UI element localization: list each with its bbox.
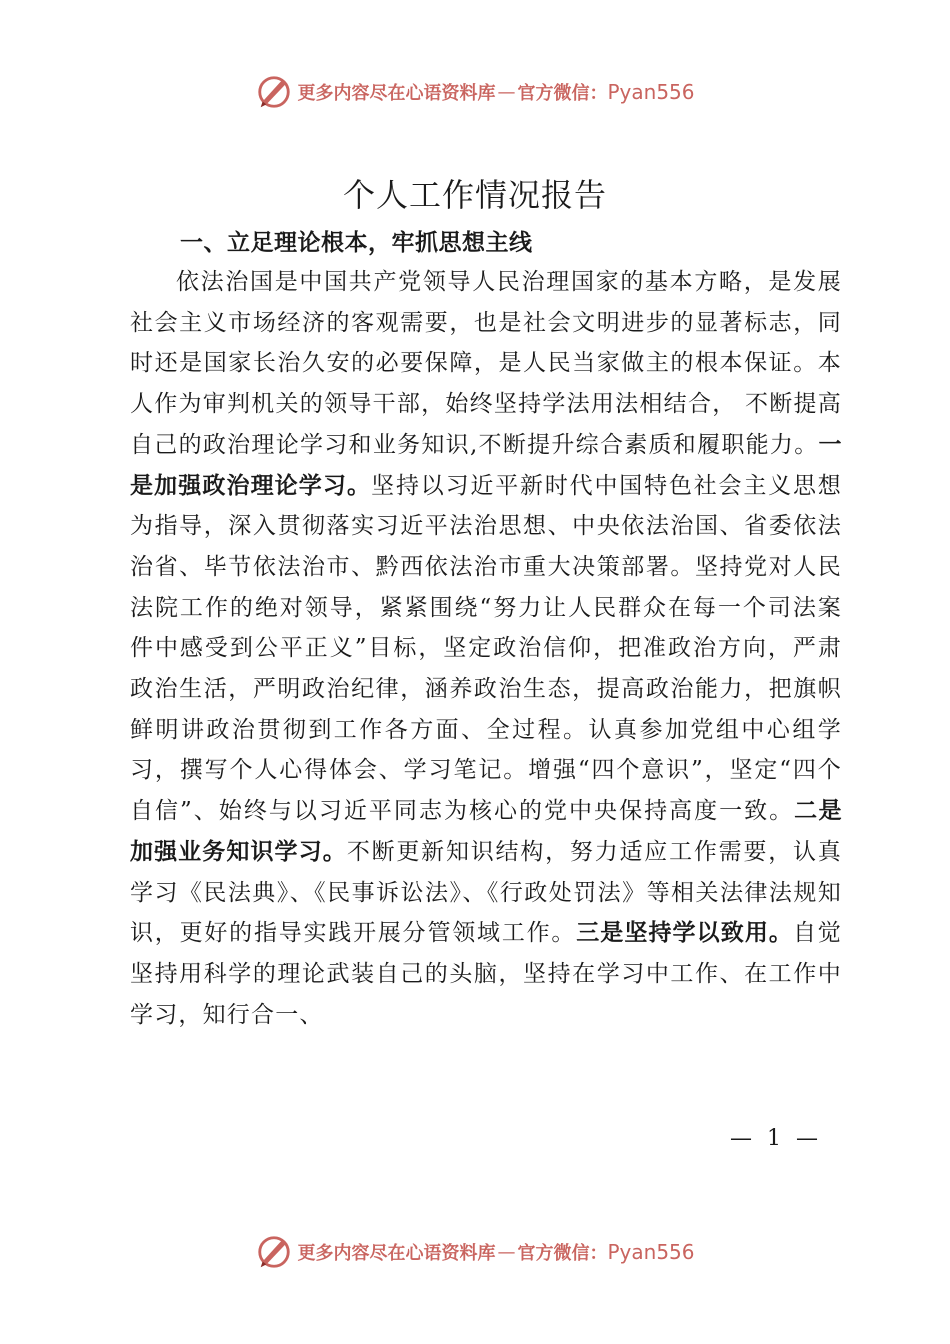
watermark-separator: — <box>497 1241 516 1263</box>
pen-logo-icon <box>255 73 293 111</box>
watermark-separator: — <box>497 81 516 103</box>
watermark-id: Pyan556 <box>607 80 695 104</box>
bold-point-3: 三是坚持学以致用。 <box>576 920 794 947</box>
watermark-header <box>0 72 950 112</box>
page-number: — 1 — <box>730 1126 822 1151</box>
paragraph-text-4: 自觉坚持用科学的理论武装自己的头脑，坚持在学习中工作、在工作中学习，知行合一、 <box>130 920 843 1028</box>
watermark-text: 更多内容尽在心语资料库 <box>297 1243 496 1264</box>
watermark-text: 更多内容尽在心语资料库 <box>297 83 496 104</box>
document-title: 个人工作情况报告 <box>342 176 607 214</box>
paragraph-text-2: 坚持以习近平新时代中国特色社会主义思想为指导，深入贯彻落实习近平法治思想、中央依法治国、省委依法治省、毕节依法治市、黔西依法治市重大决策部署。坚持党对人民法院工作的绝对领导，紧紧围绕“努力让人民群众在每一个司法案件中感受到公平正义”目标，坚定政治信仰，把准政治方向，严肃政治生活，严明政治纪律，涵养政治生态，提高政治能力，把旗帜鲜明讲政治贯彻到工作各方面、全过程。认真参加党组中心组学习，撰写个人心得体会、学习笔记。增强“四个意识”，坚定“四个自信”、始终与以习近平同志为核心的党中央保持高度一致。 <box>130 472 842 825</box>
watermark-footer <box>0 1232 950 1272</box>
watermark-id: Pyan556 <box>607 1240 695 1264</box>
bold-point-1: 一是加强政治理论学习。 <box>130 431 842 499</box>
paragraph-text-1: 依法治国是中国共产党领导人民治理国家的基本方略，是发展社会主义市场经济的客观需要，也是社会文明进步的显著标志，同时还是国家长治久安的必要保障，是人民当家做主的根本保证。本人作为审判机关的领导干部，始终坚持学法用法相结合， 不断提高自己的政治理论学习和业务知识,不断提升综合素质和履职能力。 <box>130 269 842 458</box>
pen-logo-icon <box>255 1233 293 1271</box>
watermark-label: 官方微信： <box>517 1243 608 1264</box>
section-heading: 一、立足理论根本，牢抓思想主线 <box>180 230 533 256</box>
paragraph-text-3: 不断更新知识结构，努力适应工作需要，认真学习《民法典》、《民事诉讼法》、《行政处罚法》等相关法律法规知识，更好的指导实践开展分管领域工作。 <box>130 838 843 947</box>
bold-point-2: 二是加强业务知识学习。 <box>130 798 842 865</box>
watermark-label: 官方微信： <box>517 83 608 104</box>
body-paragraph <box>130 262 842 1035</box>
